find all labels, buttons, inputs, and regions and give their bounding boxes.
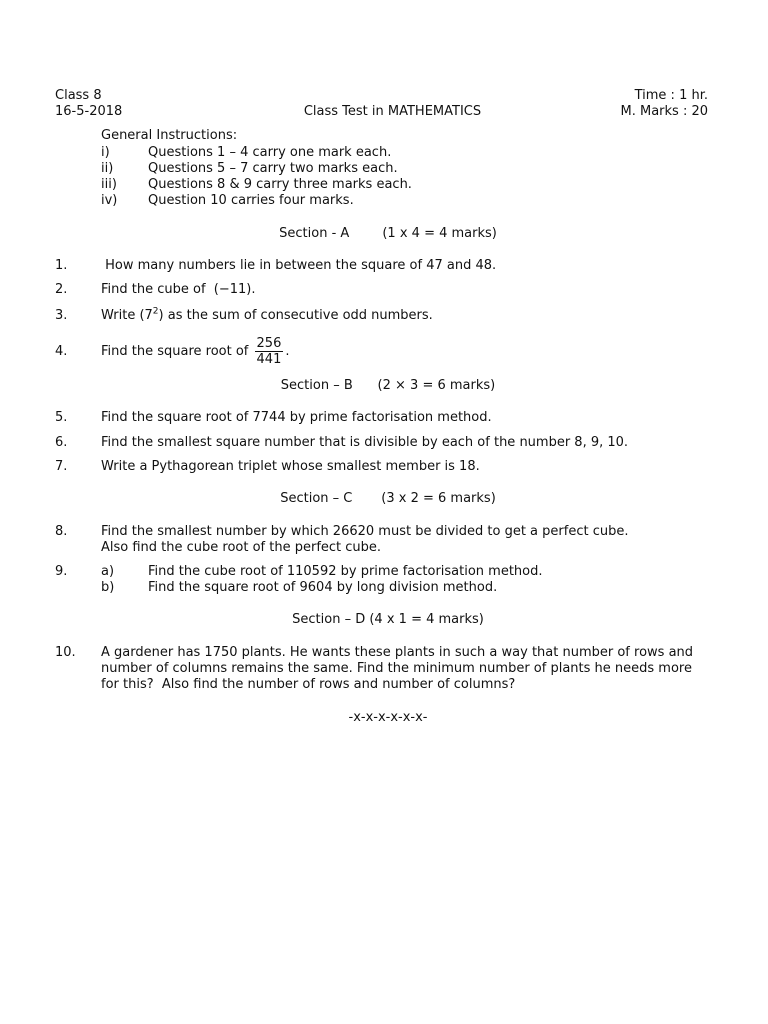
question-1-text: How many numbers lie in between the square of 47 and 48. bbox=[101, 258, 497, 273]
question-9a-text: Find the cube root of 110592 by prime factorisation method. bbox=[148, 564, 543, 579]
max-marks-label: M. Marks : 20 bbox=[620, 104, 708, 119]
question-4-lead: Find the square root of bbox=[101, 344, 249, 359]
question-2-text: Find the cube of (−11). bbox=[101, 282, 256, 297]
exponent: 2 bbox=[152, 306, 159, 317]
question-4-period: . bbox=[285, 344, 290, 359]
fraction-denominator: 441 bbox=[256, 352, 282, 367]
section-c-heading: Section – C (3 x 2 = 6 marks) bbox=[280, 491, 496, 506]
section-d-heading: Section – D (4 x 1 = 4 marks) bbox=[292, 612, 484, 627]
page-title: Class Test in MATHEMATICS bbox=[303, 104, 482, 119]
instruction-text: Questions 8 & 9 carry three marks each. bbox=[148, 177, 412, 192]
instruction-num: iii) bbox=[101, 177, 117, 192]
question-5-text: Find the square root of 7744 by prime factorisation method. bbox=[101, 410, 492, 425]
instruction-num: ii) bbox=[101, 161, 114, 176]
question-10-line-1: A gardener has 1750 plants. He wants these plants in such a way that number of rows and bbox=[101, 645, 694, 660]
class-label: Class 8 bbox=[55, 88, 102, 103]
question-10-line-2: number of columns remains the same. Find the minimum number of plants he needs more bbox=[101, 661, 692, 676]
end-marker: -x-x-x-x-x-x- bbox=[348, 710, 428, 725]
instructions-heading: General Instructions: bbox=[101, 128, 238, 143]
question-number: 9. bbox=[55, 564, 68, 579]
question-number: 7. bbox=[55, 459, 68, 474]
instruction-num: i) bbox=[101, 145, 110, 160]
instruction-text: Question 10 carries four marks. bbox=[148, 193, 354, 208]
question-6-text: Find the smallest square number that is divisible by each of the number 8, 9, 10. bbox=[101, 435, 629, 450]
section-a-heading: Section - A (1 x 4 = 4 marks) bbox=[279, 226, 497, 241]
subpart-label: b) bbox=[101, 580, 115, 595]
section-b-heading: Section – B (2 × 3 = 6 marks) bbox=[280, 378, 496, 393]
question-3-post: ) as the sum of consecutive odd numbers. bbox=[158, 308, 433, 323]
question-4-text bbox=[101, 336, 290, 368]
question-3-text bbox=[101, 308, 433, 324]
time-label: Time : 1 hr. bbox=[634, 88, 708, 103]
subpart-label: a) bbox=[101, 564, 115, 579]
question-number: 3. bbox=[55, 308, 68, 323]
question-number: 4. bbox=[55, 344, 68, 359]
fraction bbox=[255, 336, 284, 367]
fraction-numerator: 256 bbox=[256, 336, 282, 351]
question-8-line-1: Find the smallest number by which 26620 must be divided to get a perfect cube. bbox=[101, 524, 629, 539]
question-number: 10. bbox=[55, 645, 76, 660]
question-8-line-2: Also find the cube root of the perfect cube. bbox=[101, 540, 382, 555]
question-9b-text: Find the square root of 9604 by long division method. bbox=[148, 580, 498, 595]
question-number: 8. bbox=[55, 524, 68, 539]
instruction-text: Questions 5 – 7 carry two marks each. bbox=[148, 161, 398, 176]
question-3-pre: Write (7 bbox=[101, 308, 153, 323]
question-number: 5. bbox=[55, 410, 68, 425]
instruction-text: Questions 1 – 4 carry one mark each. bbox=[148, 145, 392, 160]
test-date: 16-5-2018 bbox=[55, 104, 123, 119]
instruction-num: iv) bbox=[101, 193, 118, 208]
question-number: 6. bbox=[55, 435, 68, 450]
question-number: 1. bbox=[55, 258, 68, 273]
question-7-text: Write a Pythagorean triplet whose smallest member is 18. bbox=[101, 459, 480, 474]
question-number: 2. bbox=[55, 282, 68, 297]
question-10-line-3: for this? Also find the number of rows and number of columns? bbox=[101, 677, 516, 692]
